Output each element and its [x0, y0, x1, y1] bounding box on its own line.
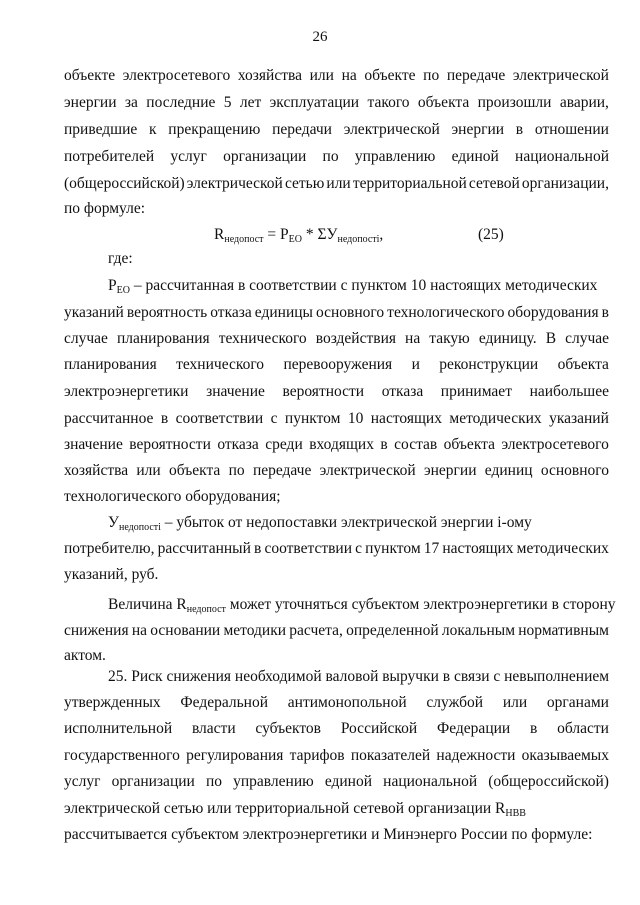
formula-tail: ,	[379, 226, 384, 243]
symbol: P	[108, 277, 117, 294]
text-line: исполнительной власти субъектов Российской Федерации в области	[64, 720, 609, 737]
text-line: указаний вероятность отказа единицы основного технологического оборудования в	[64, 304, 609, 321]
formula-p-sub: EO	[288, 234, 302, 245]
text-line	[64, 799, 609, 824]
formula-lhs-sub: недопост	[224, 234, 264, 245]
formula-number: (25)	[478, 226, 504, 243]
text-line: хозяйства или объекта по передаче электрической энергии единиц основного	[64, 462, 609, 479]
formula-eq: =	[263, 226, 280, 243]
definition-line	[108, 276, 609, 301]
page-number: 26	[312, 29, 328, 45]
symbol-sub: недопостi	[118, 522, 161, 533]
note-pre: Величина R	[108, 596, 187, 613]
symbol: У	[108, 514, 119, 531]
text-line: указаний, руб.	[64, 566, 159, 583]
definition-line	[108, 513, 609, 538]
formula	[214, 226, 383, 245]
text-line: технологического оборудования;	[64, 488, 281, 505]
line6-text: электрической сетью или территориальной сетевой организации R	[64, 800, 506, 817]
text-line: государственного регулирования тарифов показателей надежности оказываемых	[64, 747, 609, 764]
text-line: планирования технического перевооружения и реконструкции объекта	[64, 356, 609, 373]
text-line: актом.	[64, 647, 106, 664]
text-line: рассчитанное в соответствии с пунктом 10 настоящих методических указаний	[64, 410, 609, 427]
formula-lhs: R	[214, 226, 225, 243]
text-line: электроэнергетики значение вероятности отказа принимает наибольшее	[64, 383, 609, 400]
where-label: где:	[108, 250, 133, 267]
text-line: значение вероятности отказа среди входящих в состав объекта электросетевого	[64, 436, 609, 453]
text-line	[108, 595, 616, 620]
text-line: потребителю, рассчитанный в соответствии с пунктом 17 настоящих методических	[64, 540, 609, 557]
text-line: услуг организации по управлению единой национальной (общероссийской)	[64, 773, 609, 790]
text-line: энергии за последние 5 лет эксплуатации такого объекта произошли аварии,	[64, 94, 609, 111]
formula-u-sub: недопостi	[337, 234, 380, 245]
formula-p: P	[280, 226, 289, 243]
definition-text: – убыток от недопоставки электрической энергии i-ому	[160, 514, 532, 531]
definition-text: – рассчитанная в соответствии с пунктом 10 настоящих методических	[129, 277, 598, 294]
note-post: может уточняться субъектом электроэнергетики в сторону	[225, 596, 616, 613]
text-line: утвержденных Федеральной антимонопольной службой или органами	[64, 694, 609, 711]
text-line: снижения на основании методики расчета, определенной локальным нормативным	[64, 622, 609, 639]
text-line: по формуле:	[64, 200, 146, 217]
text-line: потребителей услуг организации по управлению единой национальной	[64, 148, 609, 165]
text-line: приведшие к прекращению передачи электрической энергии в отношении	[64, 121, 609, 138]
text-line: 25. Риск снижения необходимой валовой выручки в связи с невыполнением	[108, 668, 610, 685]
symbol-sub: EO	[116, 285, 130, 296]
text-line: случае планирования технического воздействия на такую единицу. В случае	[64, 330, 609, 347]
note-sub: недопост	[186, 604, 226, 615]
text-line: (общероссийской) электрической сетью или территориальной сетевой организации,	[64, 175, 609, 192]
formula-op: * ΣУ	[301, 226, 338, 243]
line6-sub: НВВ	[505, 808, 526, 819]
text-line: рассчитывается субъектом электроэнергетики и Минэнерго России по формуле:	[64, 826, 593, 843]
text-line: объекте электросетевого хозяйства или на объекте по передаче электрической	[64, 67, 609, 84]
